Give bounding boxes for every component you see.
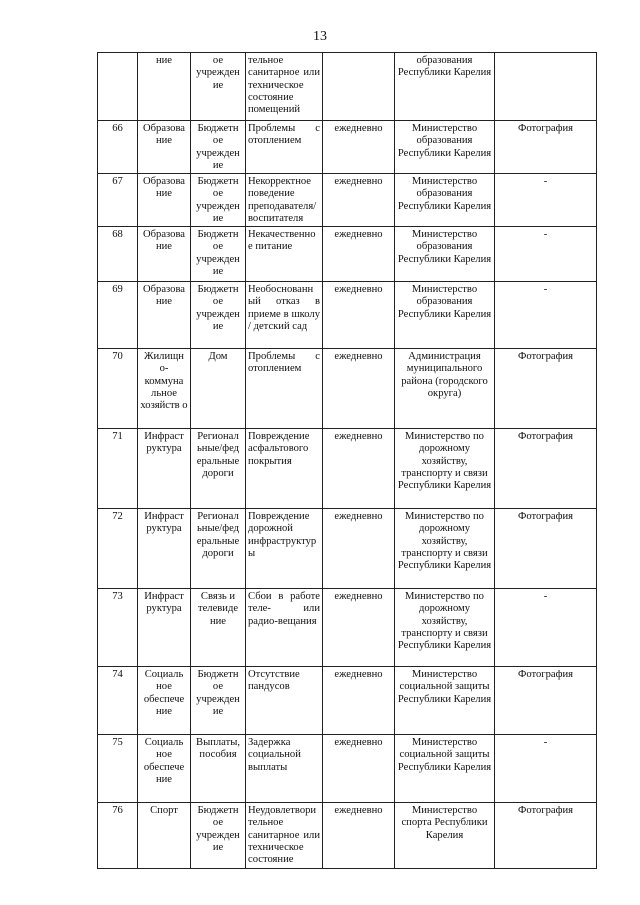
table-row [98,735,597,803]
problem-cell: Проблемы с отоплением [246,349,323,429]
problem-cell: Некачественно е питание [246,227,323,282]
problem-cell: Задержка социальной выплаты [246,735,323,803]
table-row [98,349,597,429]
table-row [98,227,597,282]
table-row [98,589,597,667]
period-cell: ежедневно [323,735,395,803]
row-number: 68 [98,227,138,282]
organization-cell: Министерство по дорожному хозяйству, транспорту и связи Республики Карелия [395,429,495,509]
organization-cell: Министерство по дорожному хозяйству, транспорту и связи Республики Карелия [395,589,495,667]
period-cell: ежедневно [323,667,395,735]
problem-cell: Отсутствие пандусов [246,667,323,735]
problem-cell: Повреждение асфальтового покрытия [246,429,323,509]
object-cell: Бюджетн ое учрежден ие [191,667,246,735]
problem-cell: Некорректное поведение преподавателя/ воспитателя [246,174,323,227]
period-cell: ежедневно [323,429,395,509]
row-number: 70 [98,349,138,429]
row-number: 76 [98,803,138,869]
sphere-cell: Спорт [138,803,191,869]
sphere-cell: Образова ние [138,121,191,174]
proof-cell: Фотография [495,429,597,509]
organization-cell: Министерство социальной защиты Республики Карелия [395,735,495,803]
organization-cell: Министерство образования Республики Карелия [395,121,495,174]
sphere-cell: Жилищн о- коммуна льное хозяйств о [138,349,191,429]
row-number: 66 [98,121,138,174]
period-cell: ежедневно [323,803,395,869]
table-row [98,803,597,869]
registry-table [97,52,597,869]
object-cell: Бюджетн ое учрежден ие [191,121,246,174]
period-cell: ежедневно [323,174,395,227]
table-row [98,667,597,735]
row-number [98,53,138,121]
problem-cell: Неудовлетвори тельное санитарное или техническое состояние [246,803,323,869]
object-cell: Бюджетн ое учрежден ие [191,803,246,869]
proof-cell: - [495,282,597,349]
period-cell: ежедневно [323,121,395,174]
organization-cell: Министерство социальной защиты Республики Карелия [395,667,495,735]
row-number: 67 [98,174,138,227]
proof-cell: Фотография [495,803,597,869]
proof-cell: - [495,735,597,803]
period-cell: ежедневно [323,589,395,667]
proof-cell: - [495,174,597,227]
row-number: 72 [98,509,138,589]
organization-cell: Министерство по дорожному хозяйству, транспорту и связи Республики Карелия [395,509,495,589]
sphere-cell: Инфраст руктура [138,509,191,589]
object-cell: Выплаты, пособия [191,735,246,803]
period-cell: ежедневно [323,349,395,429]
problem-cell: тельное санитарное или техническое состояние помещений [246,53,323,121]
sphere-cell: Инфраст руктура [138,429,191,509]
organization-cell: Министерство спорта Республики Карелия [395,803,495,869]
sphere-cell: Инфраст руктура [138,589,191,667]
table-row [98,282,597,349]
proof-cell: Фотография [495,349,597,429]
row-number: 71 [98,429,138,509]
proof-cell: - [495,227,597,282]
object-cell: Бюджетн ое учрежден ие [191,227,246,282]
problem-cell: Сбои в работе теле- или радио-вещания [246,589,323,667]
sphere-cell: Образова ние [138,282,191,349]
row-number: 69 [98,282,138,349]
sphere-cell: Образова ние [138,227,191,282]
period-cell [323,53,395,121]
registry-table-body [98,53,597,869]
period-cell: ежедневно [323,227,395,282]
sphere-cell: Социаль ное обеспече ние [138,735,191,803]
proof-cell: Фотография [495,667,597,735]
object-cell: Регионал ьные/фед еральные дороги [191,509,246,589]
table-row [98,121,597,174]
proof-cell: - [495,589,597,667]
sphere-cell: Образова ние [138,174,191,227]
period-cell: ежедневно [323,282,395,349]
table-row [98,53,597,121]
problem-cell: Повреждение дорожной инфраструктур ы [246,509,323,589]
table-row [98,429,597,509]
proof-cell [495,53,597,121]
organization-cell: образования Республики Карелия [395,53,495,121]
period-cell: ежедневно [323,509,395,589]
sphere-cell: ние [138,53,191,121]
sphere-cell: Социаль ное обеспече ние [138,667,191,735]
object-cell: Регионал ьные/фед еральные дороги [191,429,246,509]
row-number: 74 [98,667,138,735]
organization-cell: Министерство образования Республики Карелия [395,282,495,349]
problem-cell: Проблемы с отоплением [246,121,323,174]
object-cell: Бюджетн ое учрежден ие [191,282,246,349]
organization-cell: Министерство образования Республики Карелия [395,174,495,227]
organization-cell: Министерство образования Республики Карелия [395,227,495,282]
organization-cell: Администрация муниципального района (городского округа) [395,349,495,429]
page-number: 13 [313,29,327,44]
object-cell: Связь и телевиде ние [191,589,246,667]
object-cell: Дом [191,349,246,429]
table-row [98,509,597,589]
table-row [98,174,597,227]
row-number: 75 [98,735,138,803]
problem-cell: Необоснованн ый отказ в приеме в школу / детский сад [246,282,323,349]
object-cell: ое учрежден ие [191,53,246,121]
row-number: 73 [98,589,138,667]
proof-cell: Фотография [495,509,597,589]
object-cell: Бюджетн ое учрежден ие [191,174,246,227]
proof-cell: Фотография [495,121,597,174]
